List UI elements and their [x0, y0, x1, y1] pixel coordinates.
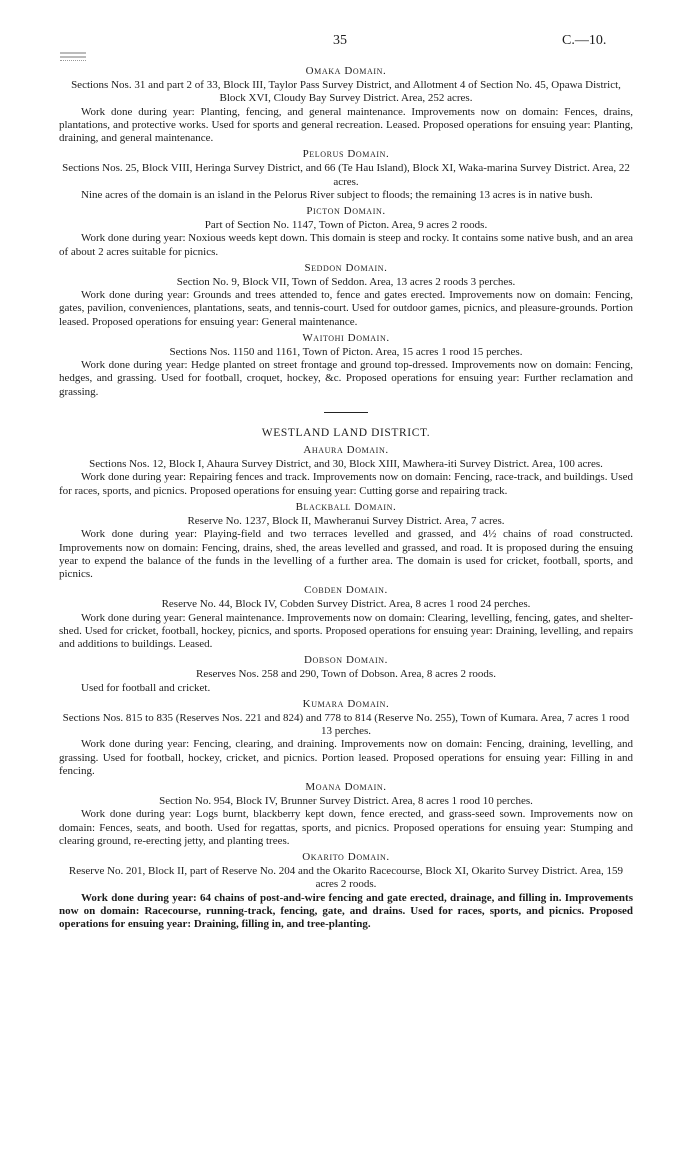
domain-title: Okarito Domain.	[302, 850, 390, 863]
page-header	[0, 34, 700, 50]
domain-legal-description: Sections Nos. 12, Block I, Ahaura Survey District, and 30, Block XIII, Mawhera-iti Survey District. Area, 100 acres.	[89, 458, 603, 471]
domain-entry-omaka	[59, 65, 633, 145]
domain-title: Dobson Domain.	[303, 654, 388, 667]
domain-report-text: Work done during year: Logs burnt, blackberry kept down, fence erected, and grass-seed sown. Improvements now on domain: Fences, seats, and booth. Used for regattas, sports, and picnics. Proposed operations for ensuing year: Stumping and clearing ground, re-erecting jetty, and planting trees.	[59, 808, 633, 847]
domain-entry-dobson	[59, 654, 633, 695]
section-divider	[324, 412, 368, 413]
domain-title: Ahaura Domain.	[303, 444, 389, 457]
domain-entry-cobden	[59, 584, 633, 651]
district-title: WESTLAND LAND DISTRICT.	[261, 426, 431, 439]
domain-report-text: Nine acres of the domain is an island in the Pelorus River subject to floods; the remaining 13 acres is in native bush.	[81, 188, 593, 201]
domain-title: Omaka Domain.	[305, 65, 387, 77]
domain-entry-seddon	[59, 262, 633, 329]
domain-entry-waitohi	[59, 332, 633, 399]
domain-entry-blackball	[59, 501, 633, 581]
domain-title: Picton Domain.	[306, 205, 386, 218]
document-body	[59, 65, 633, 931]
domain-entry-pelorus	[59, 148, 633, 202]
domain-legal-description: Sections Nos. 25, Block VIII, Heringa Survey District, and 66 (Te Hau Island), Block XI, Waka-marina Survey District. Area, 22 acres.	[62, 162, 630, 188]
domain-title: Waitohi Domain.	[302, 331, 390, 344]
domain-report-text: Work done during year: 64 chains of post-and-wire fencing and gate erected, drainage, and filling in. Improvements now on domain: Racecourse, running-track, fencing, gate, and drains. Used for races, sports, and picnics. Proposed operations for ensuing year: Draining, filling in, and tree-planting.	[59, 891, 633, 930]
domain-entry-okarito	[59, 851, 633, 931]
domain-legal-description: Section No. 9, Block VII, Town of Seddon. Area, 13 acres 2 roods 3 perches.	[176, 276, 516, 289]
domain-legal-description: Sections Nos. 1150 and 1161, Town of Picton. Area, 15 acres 1 rood 15 perches.	[169, 346, 523, 359]
domain-title: Blackball Domain.	[295, 500, 397, 513]
domain-title: Seddon Domain.	[304, 261, 388, 274]
domain-report-text: Work done during year: Noxious weeds kept down. This domain is steep and rocky. It contains some native bush, and an area of about 2 acres suitable for picnics.	[59, 232, 633, 258]
domain-title: Cobden Domain.	[304, 584, 388, 597]
domain-legal-description: Reserve No. 1237, Block II, Mawheranui Survey District. Area, 7 acres.	[187, 515, 505, 528]
domain-report-text: Work done during year: Hedge planted on street frontage and ground top-dressed. Improvements now on domain: Fencing, hedges, and grassing. Used for football, croquet, hockey, &c. Proposed operations for ensuing year: Further reclamation and grassing.	[59, 359, 633, 398]
domain-report-text: Work done during year: Planting, fencing, and general maintenance. Improvements now on domain: Fences, drains, plantations, and protective works. Used for sports and general recreation. Leased. Proposed operations for ensuing year: Planting, draining, and general maintenance.	[59, 105, 633, 145]
domain-title: Kumara Domain.	[302, 697, 390, 710]
domain-legal-description: Reserves Nos. 258 and 290, Town of Dobson. Area, 8 acres 2 roods.	[196, 668, 496, 681]
domain-legal-description: Reserve No. 44, Block IV, Cobden Survey District. Area, 8 acres 1 rood 24 perches.	[161, 598, 531, 611]
domain-report-text: Work done during year: Repairing fences and track. Improvements now on domain: Fencing, race-track, and buildings. Used for races, sports, and picnics. Proposed operations for ensuing year: Cutting gorse and repairing track.	[59, 471, 633, 497]
domain-entry-kumara	[59, 698, 633, 778]
domain-legal-description: Sections Nos. 815 to 835 (Reserves Nos. 221 and 824) and 778 to 814 (Reserve No. 255), Town of Kumara. Area, 7 acres 1 rood 13 perches.	[62, 711, 630, 738]
domain-entry-ahaura	[59, 444, 633, 498]
domain-entry-picton	[59, 205, 633, 259]
page-number: 35	[333, 33, 347, 48]
domain-legal-description: Sections Nos. 31 and part 2 of 33, Block III, Taylor Pass Survey District, and Allotment 4 of Section No. 45, Opawa District, Block XVI, Cloudy Bay Survey District. Area, 252 acres.	[71, 79, 621, 105]
document-reference: C.—10.	[562, 33, 607, 48]
domain-legal-description: Reserve No. 201, Block II, part of Reserve No. 204 and the Okarito Racecourse, Block XI, Okarito Survey District. Area, 159 acres 2 roods.	[68, 865, 624, 891]
domain-report-text: Used for football and cricket.	[81, 681, 211, 694]
domain-legal-description: Part of Section No. 1147, Town of Picton. Area, 9 acres 2 roods.	[204, 219, 488, 232]
domain-title: Moana Domain.	[305, 780, 387, 793]
library-stamp-mark	[60, 50, 86, 61]
domain-report-text: Work done during year: Grounds and trees attended to, fence and gates erected. Improvements now on domain: Fencing, gates, pavilion, conveniences, plantations, seats, and tennis-court. Used for outdoor games, picnics, and pleasure-grounds. Portion leased. Proposed operations for ensuing year: General maintenance.	[59, 289, 633, 328]
domain-title: Pelorus Domain.	[302, 148, 390, 161]
domain-report-text: Work done during year: General maintenance. Improvements now on domain: Clearing, levelling, fencing, gates, and shelter-shed. Used for cricket, football, hockey, picnics, and sports. Proposed operations for ensuing year: Draining, levelling, and repairs and additions to buildings. Leased.	[59, 611, 633, 650]
domain-report-text: Work done during year: Playing-field and two terraces levelled and grassed, and 4½ chains of road constructed. Improvements now on domain: Fencing, drains, shed, the areas levelled and grassed, and road. It is proposed during the ensuing year to expend the balance of the funds in the levelling of a further area. The domain is used for cricket, football, sports, and picnics.	[59, 528, 633, 580]
domain-legal-description: Section No. 954, Block IV, Brunner Survey District. Area, 8 acres 1 rood 10 perches.	[159, 795, 533, 808]
domain-entry-moana	[59, 781, 633, 848]
domain-report-text: Work done during year: Fencing, clearing, and draining. Improvements now on domain: Fencing, draining, levelling, and grassing. Used for football, hockey, cricket, and picnics. Portion leased. Proposed operations for ensuing year: Filling in and fencing.	[59, 738, 633, 777]
